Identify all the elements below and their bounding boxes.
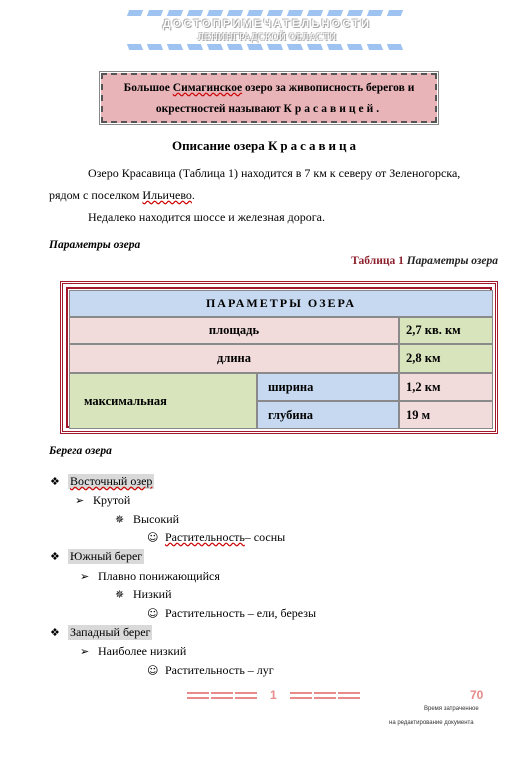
paragraph-2: Недалеко находится шоссе и железная дорога. — [88, 210, 325, 224]
table-header: ПАРАМЕТРЫ ОЗЕРА — [69, 290, 493, 317]
table-width-label: ширина — [257, 373, 399, 401]
caption-label: Таблица 1 — [351, 255, 407, 267]
quote-text-1: Большое — [123, 82, 173, 94]
banner-title: ДОСТОПРИМЕЧАТЕЛЬНОСТИ — [162, 18, 372, 30]
diamond-bullet-icon: ❖ — [50, 475, 60, 488]
footer-decoration — [235, 692, 257, 699]
arrow-bullet-icon: ➢ — [75, 494, 85, 507]
paragraph-text: рядом с поселком — [49, 188, 143, 202]
header-banner — [128, 10, 406, 50]
editing-note-2: на редактирование документа — [389, 720, 474, 726]
quote-text-3: окрестностей называют — [155, 103, 284, 115]
vegetation-text: Растительность – ели, березы — [165, 606, 317, 620]
star-bullet-icon: ✵ — [115, 513, 125, 526]
list-item-vegetation — [147, 663, 274, 678]
banner-subtitle: ЛЕНИНГРАДСКОЙ ОБЛАСТИ — [197, 32, 337, 43]
shore-name: Западный берег — [70, 625, 151, 639]
shore-name: Восточный озер — [70, 474, 153, 488]
star-bullet-icon: ✵ — [115, 588, 125, 601]
list-item-height — [115, 587, 172, 602]
height-text: Низкий — [133, 587, 172, 601]
shore-name: Южный берег — [70, 549, 143, 563]
params-table — [60, 281, 498, 434]
quote-box — [101, 73, 437, 123]
page-number: 1 — [270, 688, 277, 702]
table-caption — [351, 255, 498, 267]
slope-text: Крутой — [93, 493, 131, 507]
heading-spaced: Красавица — [267, 138, 360, 153]
footer-decoration — [314, 692, 336, 699]
section-heading — [0, 138, 531, 154]
list-item-slope — [80, 569, 220, 584]
smiley-bullet-icon: ☺ — [147, 531, 159, 544]
paragraph-1-line-1: Озеро Красавица (Таблица 1) находится в 7 км к северу от Зеленогорска, — [88, 166, 461, 180]
banner-top-decoration — [127, 10, 407, 16]
heading-prefix: Описание озера — [171, 138, 268, 153]
footer-decoration — [290, 692, 312, 699]
village-name: Ильичево — [142, 188, 192, 202]
footer-decoration — [211, 692, 233, 699]
quote-spaced-name: Красавицей. — [283, 103, 383, 115]
list-item-slope — [75, 493, 130, 508]
table-max-label: максимальная — [69, 373, 257, 429]
smiley-bullet-icon: ☺ — [147, 607, 159, 620]
list-item-height — [115, 512, 179, 527]
height-text: Высокий — [133, 512, 180, 526]
banner-bottom-decoration — [127, 44, 407, 50]
vegetation-value: – сосны — [244, 530, 286, 544]
footer-decoration — [187, 692, 209, 699]
table-length-value: 2,8 км — [399, 344, 493, 373]
slope-text: Наиболее низкий — [98, 644, 187, 658]
quote-text-2: озеро за живописность берегов и — [242, 82, 415, 94]
quote-line-2 — [103, 99, 435, 120]
table-area-label: площадь — [69, 317, 399, 344]
arrow-bullet-icon: ➢ — [80, 645, 90, 658]
table-area-value: 2,7 кв. км — [399, 317, 493, 344]
smiley-bullet-icon: ☺ — [147, 664, 159, 677]
section-shores-title: Берега озера — [49, 445, 112, 457]
list-item-vegetation — [147, 530, 285, 545]
paragraph-period: . — [191, 188, 195, 202]
list-item-slope — [80, 644, 186, 659]
list-item-shore-west — [50, 625, 152, 640]
paragraph-1-line-2 — [49, 188, 195, 203]
footer-decoration — [338, 692, 360, 699]
table-depth-value: 19 м — [399, 401, 493, 429]
diamond-bullet-icon: ❖ — [50, 626, 60, 639]
caption-title: Параметры озера — [406, 255, 498, 267]
vegetation-label: Растительность — [165, 530, 245, 544]
diamond-bullet-icon: ❖ — [50, 550, 60, 563]
slope-text: Плавно понижающийся — [98, 569, 220, 583]
quote-line-1 — [103, 78, 435, 99]
list-item-vegetation — [147, 606, 316, 621]
quote-lake-name: Симагинское — [172, 82, 243, 94]
table-length-label: длина — [69, 344, 399, 373]
params-table-inner — [66, 287, 492, 428]
vegetation-text: Растительность – луг — [165, 663, 274, 677]
arrow-bullet-icon: ➢ — [80, 570, 90, 583]
table-width-value: 1,2 км — [399, 373, 493, 401]
list-item-shore-east — [50, 474, 154, 489]
editing-minutes: 70 — [470, 688, 484, 702]
section-params-title: Параметры озера — [49, 239, 141, 251]
list-item-shore-south — [50, 549, 144, 564]
editing-note-1: Время затраченное — [424, 706, 479, 712]
table-depth-label: глубина — [257, 401, 399, 429]
